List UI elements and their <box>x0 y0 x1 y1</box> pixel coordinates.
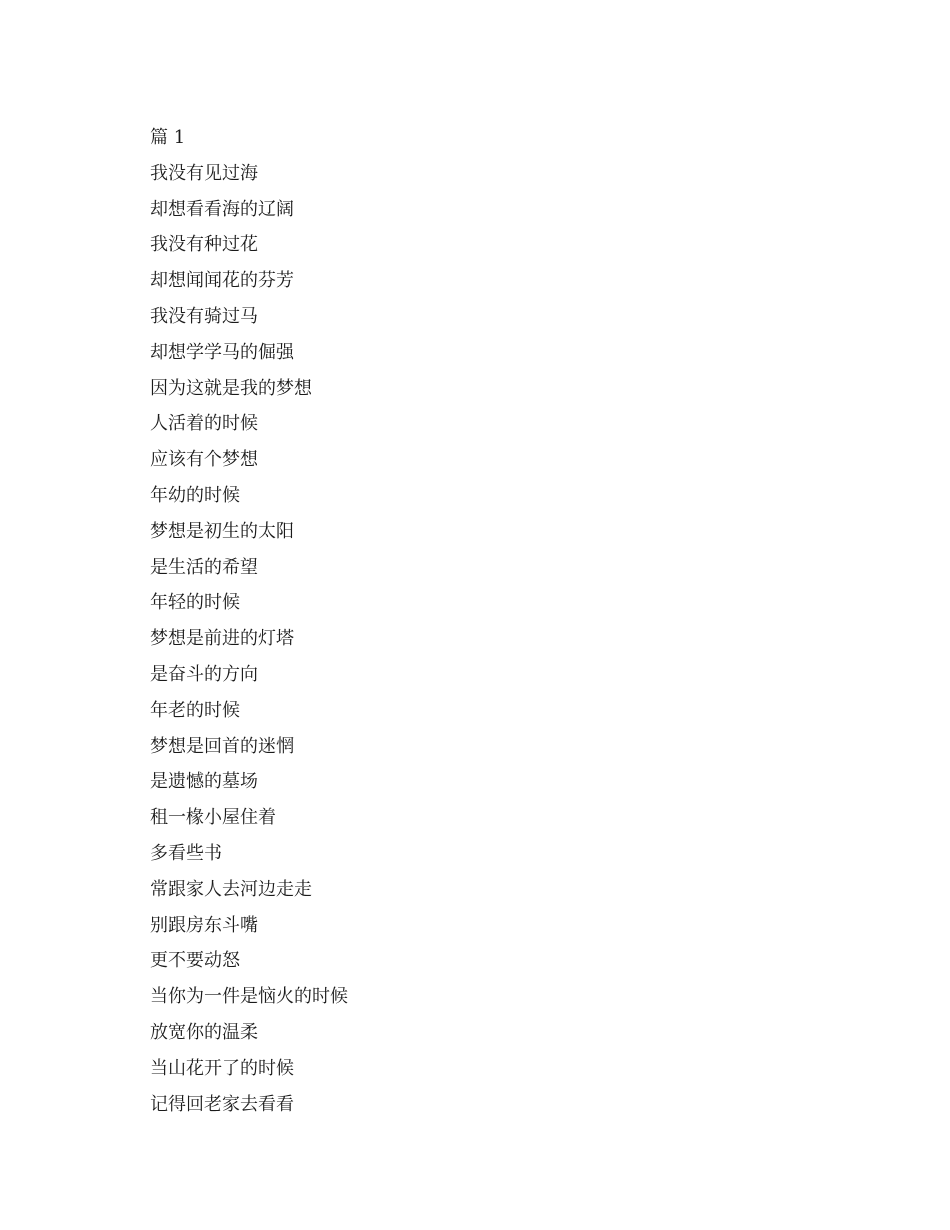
section-heading: 篇 1 <box>150 127 186 148</box>
poem-line: 放宽你的温柔 <box>150 1021 258 1043</box>
poem-line: 年老的时候 <box>150 699 240 721</box>
poem-line: 更不要动怒 <box>150 950 240 972</box>
poem-line: 我没有骑过马 <box>150 305 258 327</box>
poem-line: 人活着的时候 <box>150 413 258 435</box>
poem-line: 是生活的希望 <box>150 556 258 578</box>
poem-line: 当山花开了的时候 <box>150 1057 294 1079</box>
poem-line: 租一椽小屋住着 <box>150 807 276 829</box>
poem-line: 却想看看海的辽阔 <box>150 198 294 220</box>
poem-line: 年幼的时候 <box>150 484 240 506</box>
poem-line: 别跟房东斗嘴 <box>150 914 258 936</box>
poem-body <box>150 120 800 1122</box>
poem-line: 多看些书 <box>150 842 222 864</box>
poem-line: 是奋斗的方向 <box>150 663 258 685</box>
poem-line: 我没有种过花 <box>150 234 258 256</box>
poem-line: 因为这就是我的梦想 <box>150 377 312 399</box>
poem-line: 梦想是回首的迷惘 <box>150 735 294 757</box>
poem-line: 梦想是初生的太阳 <box>150 520 294 542</box>
poem-line: 常跟家人去河边走走 <box>150 878 312 900</box>
poem-line: 应该有个梦想 <box>150 449 258 471</box>
poem-line: 却想学学马的倔强 <box>150 341 294 363</box>
poem-line: 我没有见过海 <box>150 162 258 184</box>
poem-line: 记得回老家去看看 <box>150 1093 294 1115</box>
poem-line: 却想闻闻花的芬芳 <box>150 270 294 292</box>
poem-line: 当你为一件是恼火的时候 <box>150 986 348 1008</box>
poem-line: 年轻的时候 <box>150 592 240 614</box>
poem-line: 梦想是前进的灯塔 <box>150 628 294 650</box>
poem-line: 是遗憾的墓场 <box>150 771 258 793</box>
